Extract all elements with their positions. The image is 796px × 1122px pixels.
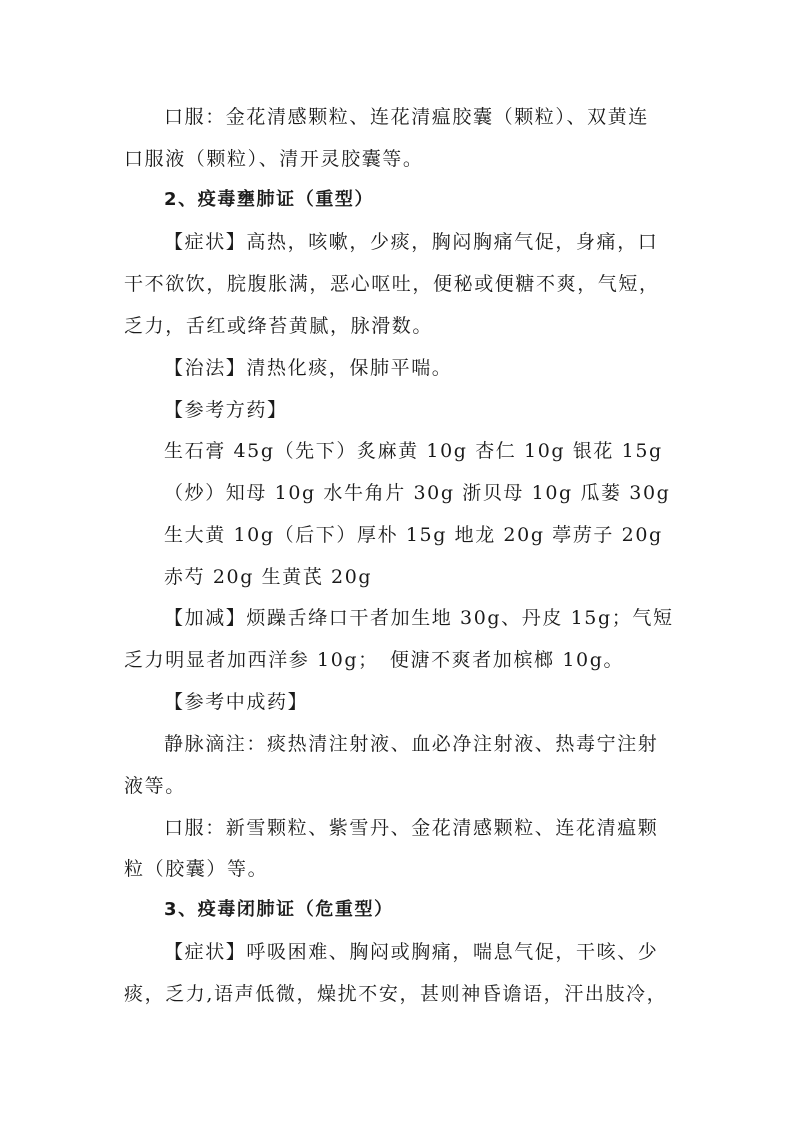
text-line-oral-2-1: 口服：新雪颗粒、紫雪丹、金花清感颗粒、连花清瘟颗	[164, 817, 659, 839]
text-line-treatment: 【治法】清热化痰，保肺平喘。	[164, 357, 453, 379]
text-line-symptoms-2: 干不欲饮，脘腹胀满，恶心呕吐，便秘或便糖不爽，气短，	[124, 273, 660, 295]
text-line-oral-medicines-2: 口服液（颗粒）、清开灵胶囊等。	[124, 148, 424, 170]
section-heading-3: 3、疫毒闭肺证（危重型）	[164, 899, 394, 920]
text-line-symptoms-3: 乏力，舌红或绛苔黄腻，脉滑数。	[124, 315, 434, 337]
text-line-iv-drip-2: 液等。	[124, 775, 186, 797]
text-line-symptoms-critical-1: 【症状】呼吸困难、胸闷或胸痛，喘息气促，干咳、少	[164, 941, 659, 963]
text-line-iv-drip-1: 静脉滴注：痰热清注射液、血必净注射液、热毒宁注射	[164, 733, 659, 755]
text-line-symptoms-1: 【症状】高热，咳嗽，少痰，胸闷胸痛气促，身痛，口	[164, 231, 659, 253]
text-line-modification-1: 【加减】烦躁舌绛口干者加生地 30g、丹皮 15g；气短	[164, 607, 674, 629]
text-line-reference-prescription-label: 【参考方药】	[164, 399, 288, 421]
text-line-oral-medicines-1: 口服：金花清感颗粒、连花清瘟胶囊（颗粒）、双黄连	[164, 106, 649, 128]
text-line-prescription-4: 赤芍 20g 生黄芪 20g	[164, 566, 373, 588]
text-line-symptoms-critical-2: 痰，乏力,语声低微，燥扰不安，甚则神昏谵语，汗出肢冷，	[124, 983, 668, 1005]
section-heading-2: 2、疫毒壅肺证（重型）	[164, 189, 375, 210]
text-line-prescription-2: （炒）知母 10g 水牛角片 30g 浙贝母 10g 瓜蒌 30g	[164, 482, 671, 504]
text-line-prescription-1: 生石膏 45g（先下）炙麻黄 10g 杏仁 10g 银花 15g	[164, 440, 663, 462]
text-line-reference-patent-medicine-label: 【参考中成药】	[164, 691, 309, 713]
text-line-modification-2: 乏力明显者加西洋参 10g； 便溏不爽者加槟榔 10g。	[124, 649, 625, 671]
text-line-prescription-3: 生大黄 10g（后下）厚朴 15g 地龙 20g 葶苈子 20g	[164, 524, 663, 546]
text-line-oral-2-2: 粒（胶囊）等。	[124, 858, 269, 880]
